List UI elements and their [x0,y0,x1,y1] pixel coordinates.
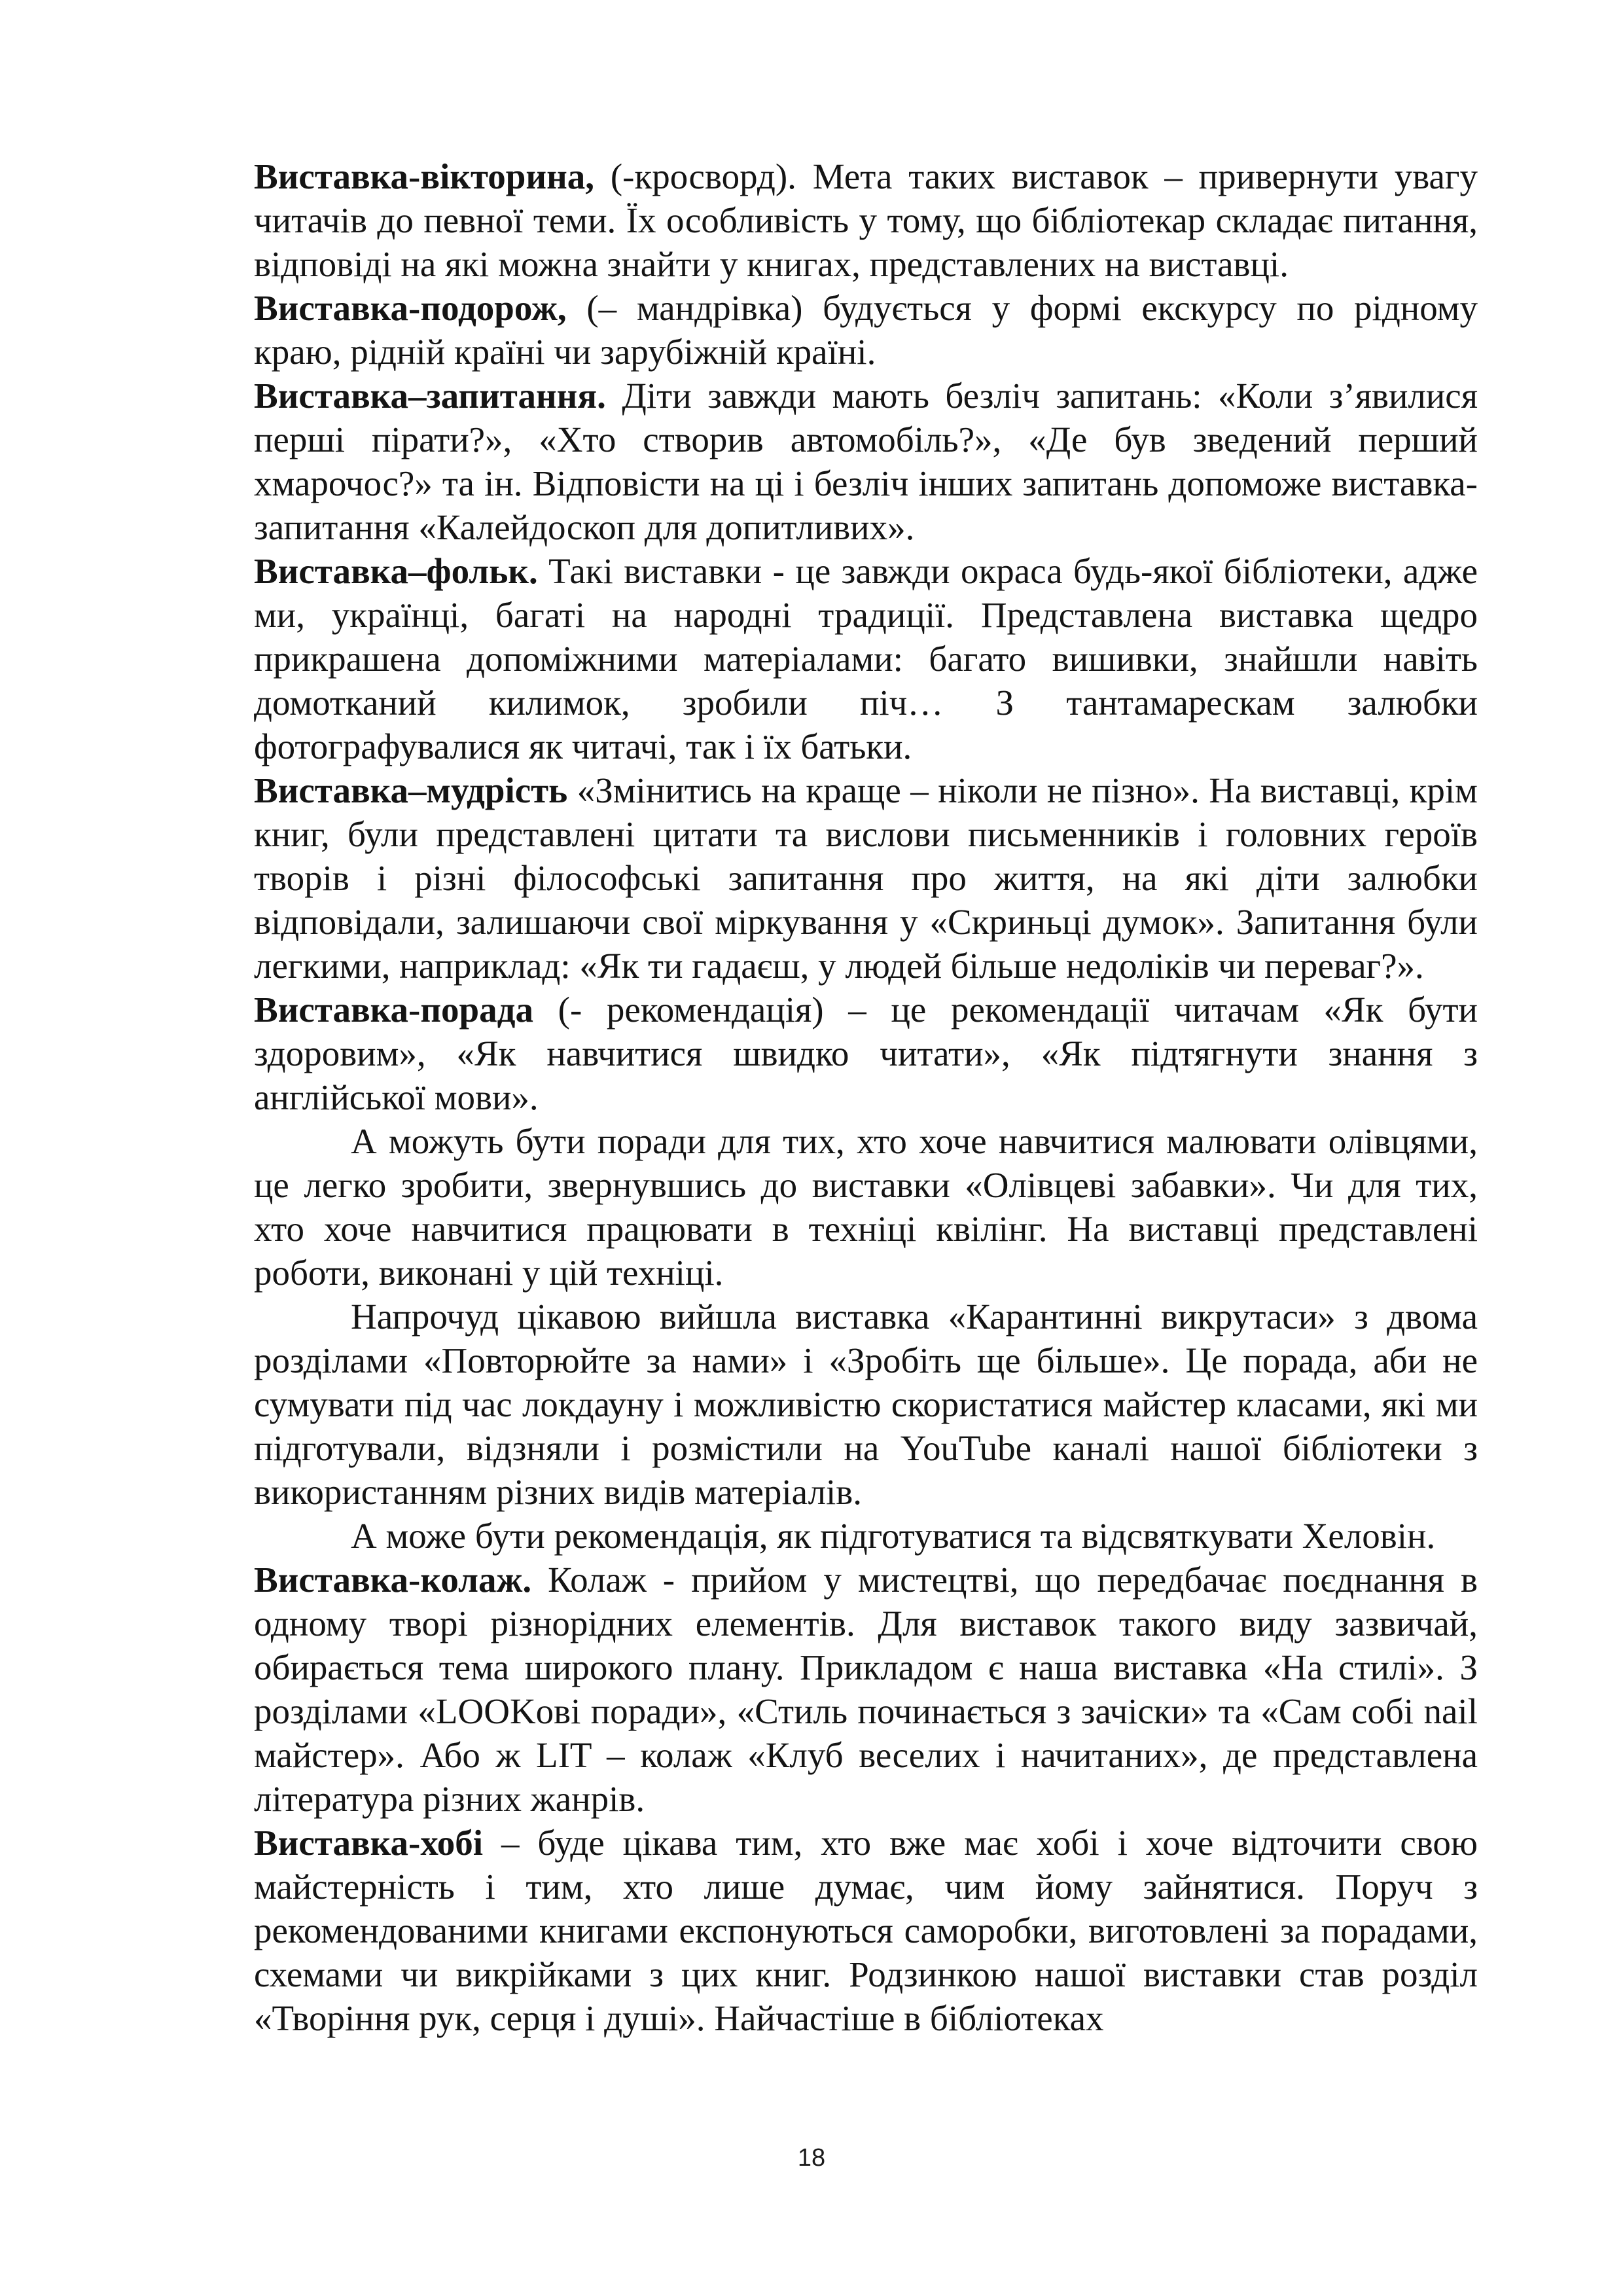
paragraph-text: Такі виставки - це завжди окраса будь-якої бібліотеки, адже ми, українці, багаті на народні традиції. Представлена виставка щедро прикрашена допоміжними матеріалами: багато вишивки, знайшли навіть домотканий килимок, зробили піч… З тантамарескам залюбки фотографувалися як читачі, так і їх батьки. [254,551,1478,766]
paragraph-wisdom-exhibition [254,768,1478,988]
paragraph-collage-exhibition [254,1558,1478,1821]
paragraph-quarantine-exhibition [254,1295,1478,1514]
paragraph-question-exhibition [254,374,1478,549]
paragraph-advice-exhibition [254,988,1478,1119]
paragraph-text: (-кросворд). Мета таких виставок – привернути увагу читачів до певної теми. Їх особливість у тому, що бібліотекар складає питання, відповіді на які можна знайти у книгах, представлених на виставці. [254,156,1478,284]
bold-term: Виставка-вікторина, [254,156,595,196]
paragraph-hobby-exhibition [254,1821,1478,2040]
paragraph-text: (- рекомендація) – це рекомендації читачам «Як бути здоровим», «Як навчитися швидко читати», «Як підтягнути знання з англійської мови». [254,990,1478,1117]
paragraph-text: А можуть бути поради для тих, хто хоче навчитися малювати олівцями, це легко зробити, звернувшись до виставки «Олівцеві забавки». Чи для тих, хто хоче навчитися працювати в техніці квілінг. На виставці представлені роботи, виконані у цій техніці. [254,1121,1478,1293]
bold-term: Виставка-хобі [254,1823,484,1863]
body-text [254,154,1478,2040]
bold-term: Виставка–фольк. [254,551,538,591]
bold-term: Виставка-порада [254,990,533,1030]
bold-term: Виставка–мудрість [254,770,568,810]
paragraph-text: (– мандрівка) будується у формі екскурсу по рідному краю, рідній країні чи зарубіжній країні. [254,288,1478,372]
page-number: 18 [797,2144,826,2172]
paragraph-quiz-exhibition [254,154,1478,286]
paragraph-text: Діти завжди мають безліч запитань: «Коли з’явилися перші пірати?», «Хто створив автомобіль?», «Де був зведений перший хмарочос?» та ін. Відповісти на ці і безліч інших запитань допоможе виставка-запитання «Калейдоскоп для допитливих». [254,376,1478,547]
paragraph-halloween-advice [254,1514,1478,1558]
paragraph-folk-exhibition [254,549,1478,768]
paragraph-journey-exhibition [254,286,1478,374]
paragraph-pencil-advice [254,1119,1478,1295]
paragraph-text: Напрочуд цікавою вийшла виставка «Карантинні викрутаси» з двома розділами «Повторюйте за нами» і «Зробіть ще більше». Це порада, аби не сумувати під час локдауну і можливістю скористатися майстер класами, які ми підготували, відзняли і розмістили на YouTube каналі нашої бібліотеки з використанням різних видів матеріалів. [254,1297,1478,1512]
bold-term: Виставка-подорож, [254,288,567,328]
paragraph-text: А може бути рекомендація, як підготуватися та відсвяткувати Хеловін. [351,1516,1436,1556]
bold-term: Виставка-колаж. [254,1560,532,1600]
bold-term: Виставка–запитання. [254,376,606,416]
paragraph-text: Колаж - прийом у мистецтві, що передбачає поєднання в одному творі різнорідних елементів. Для виставок такого виду зазвичай, обирається тема широкого плану. Прикладом є наша виставка «На стилі». З розділами «LOOKові поради», «Стиль починається з зачіски» та «Сам собі nail майстер». Або ж LIT – колаж «Клуб веселих і начитаних», де представлена література різних жанрів. [254,1560,1478,1819]
paragraph-text: – буде цікава тим, хто вже має хобі і хоче відточити свою майстерність і тим, хто лише думає, чим йому зайнятися. Поруч з рекомендованими книгами експонуються саморобки, виготовлені за порадами, схемами чи викрійками з цих книг. Родзинкою нашої виставки став розділ «Творіння рук, серця і душі». Найчастіше в бібліотеках [254,1823,1478,2038]
paragraph-text: «Змінитись на краще – ніколи не пізно». На виставці, крім книг, були представлені цитати та вислови письменників і головних героїв творів і різні філософські запитання про життя, на які діти залюбки відповідали, залишаючи свої міркування у «Скриньці думок». Запитання були легкими, наприклад: «Як ти гадаєш, у людей більше недоліків чи переваг?». [254,770,1478,986]
